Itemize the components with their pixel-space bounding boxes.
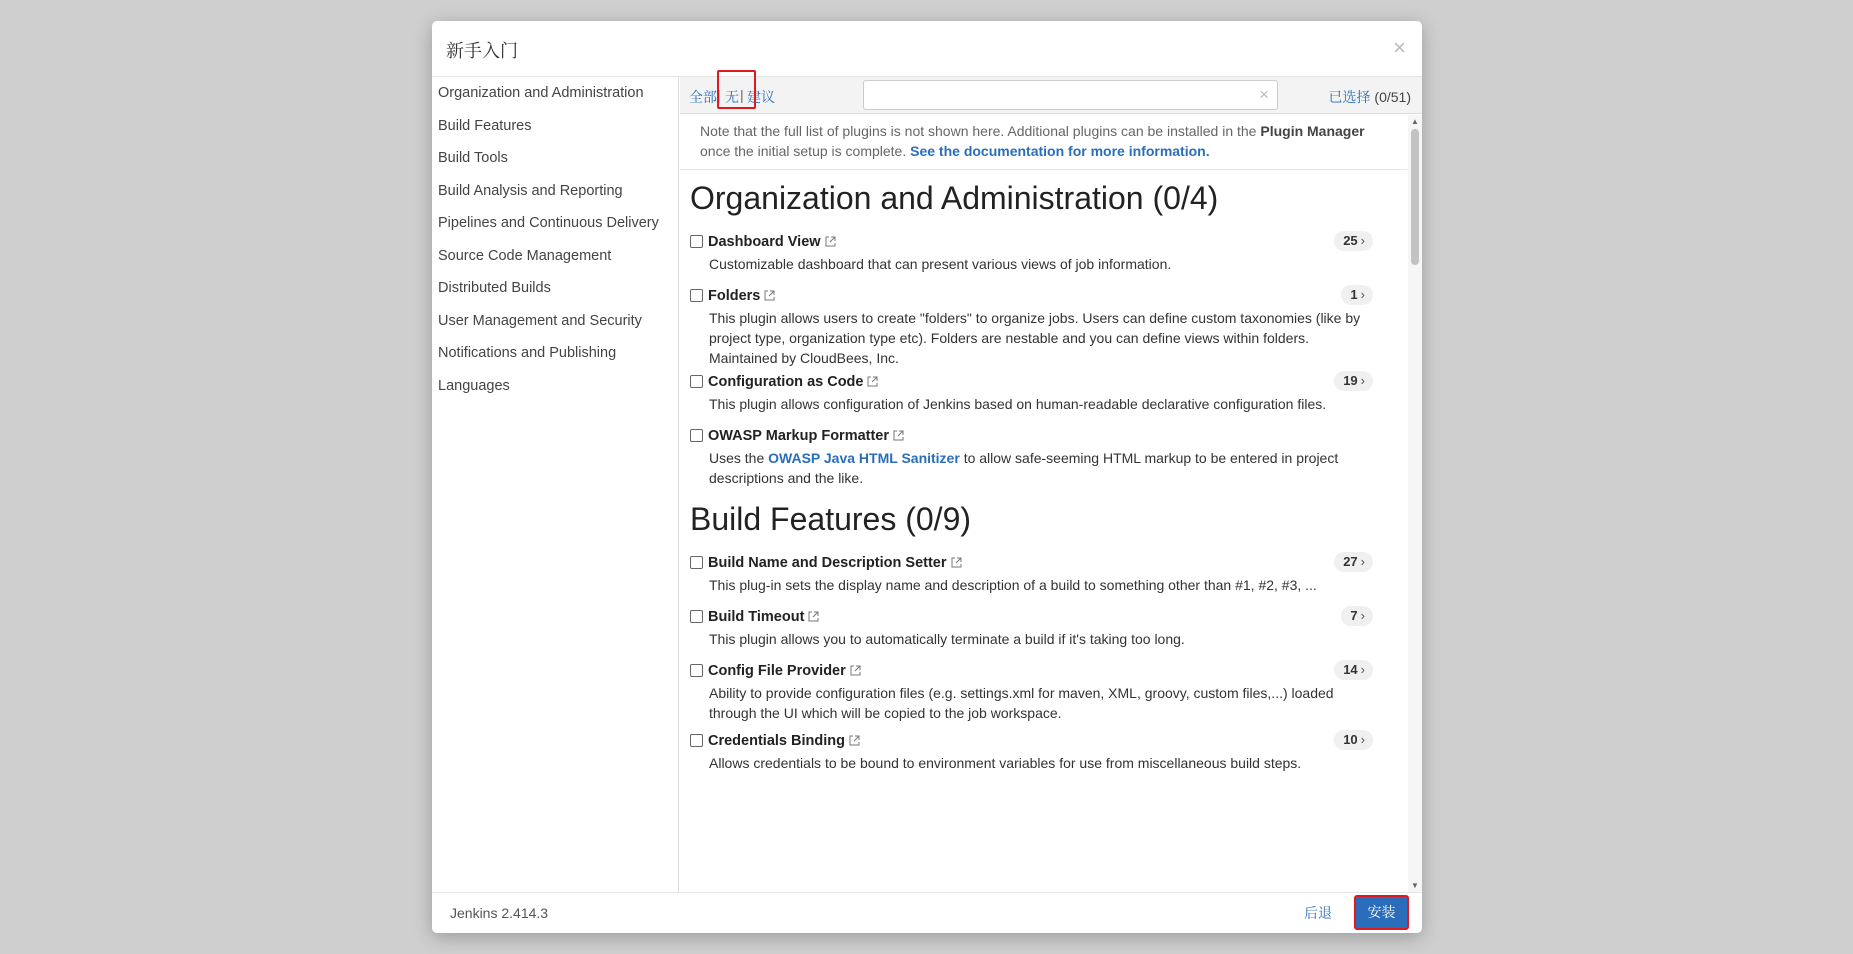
plugin-name[interactable]: Build Timeout [708,609,805,625]
chevron-right-icon: › [1360,608,1365,623]
group-title-organization-administration: Organization and Administration (0/4) [690,180,1219,216]
external-link-icon[interactable] [893,425,904,449]
dependency-count-badge[interactable] [1334,552,1373,572]
plugin-toolbar [680,77,1422,114]
toolbar-separator: | [740,87,744,103]
sidebar-item-build-tools[interactable]: Build Tools [438,150,508,166]
plugin-checkbox[interactable] [690,289,703,302]
plugin-panel [680,77,1422,892]
plugin-name[interactable]: OWASP Markup Formatter [708,428,890,444]
external-link-icon[interactable] [764,285,775,309]
plugin-checkbox[interactable] [690,734,703,747]
plugin-checkbox[interactable] [690,610,703,623]
plugin-item-owasp-markup-formatter [680,424,1407,491]
plugin-item-folders [680,284,1407,370]
sidebar-item-organization-administration[interactable]: Organization and Administration [438,85,644,101]
selected-label-link[interactable]: 已选择 [1328,89,1371,105]
sidebar-item-build-features[interactable]: Build Features [438,117,532,134]
plugin-search-input[interactable] [864,81,1244,109]
dependency-count-badge[interactable] [1334,730,1373,750]
plugin-name[interactable]: Build Name and Description Setter [708,555,947,571]
plugin-description: Customizable dashboard that can present various views of job information. [709,256,1172,272]
clear-search-icon[interactable]: × [1259,85,1269,104]
dependency-count: 27 [1343,554,1358,569]
select-none-link[interactable]: 无 [725,89,739,105]
description-text: Uses the [709,450,765,466]
close-icon[interactable]: × [1393,35,1406,60]
sidebar-item-user-management-security[interactable]: User Management and Security [438,312,642,329]
owasp-sanitizer-link[interactable]: OWASP Java HTML Sanitizer [768,450,960,466]
scrollbar-thumb[interactable] [1411,129,1419,265]
chevron-right-icon: › [1360,287,1365,302]
plugin-checkbox[interactable] [690,664,703,677]
plugin-item-config-file-provider [680,659,1407,729]
category-sidebar [432,77,679,892]
sidebar-item-source-code-management[interactable]: Source Code Management [438,247,612,264]
sidebar-item-notifications-publishing[interactable]: Notifications and Publishing [438,345,617,361]
plugin-description: This plugin allows configuration of Jenkins based on human-readable declarative configuration files. [709,396,1327,412]
dependency-count-badge[interactable] [1334,660,1373,680]
dependency-count: 7 [1350,608,1358,623]
external-link-icon[interactable] [951,552,962,576]
scroll-up-arrow-icon[interactable]: ▲ [1411,117,1419,126]
dependency-count-badge[interactable] [1334,231,1373,251]
dependency-count: 1 [1350,287,1358,302]
dialog-header [432,21,1422,77]
plugin-item-credentials-binding [680,729,1407,783]
plugin-item-build-timeout [680,605,1407,659]
plugin-description: Ability to provide configuration files (e.g. settings.xml for maven, XML, groovy, custom files,...) loaded through the UI which will be copied to the job workspace. [709,685,1334,721]
select-suggested-link[interactable]: 建议 [747,89,775,105]
plugin-description: This plugin allows users to create "folders" to organize jobs. Users can define custom taxonomies (like by project type, organization type etc). Folders are nestable and you can define views within folders. Maintained by CloudBees, Inc. [709,310,1361,366]
plugin-name[interactable]: Folders [708,288,761,304]
dependency-count-badge[interactable] [1334,371,1373,391]
scroll-down-arrow-icon[interactable]: ▼ [1411,881,1419,890]
plugin-description: This plug-in sets the display name and description of a build to something other than #1, #2, #3, ... [709,577,1317,593]
dependency-count: 14 [1343,662,1358,677]
dependency-count-badge[interactable] [1341,606,1373,626]
chevron-right-icon: › [1360,662,1365,677]
external-link-icon[interactable] [850,660,861,684]
plugin-list [680,115,1407,892]
plugin-item-dashboard-view [680,230,1407,284]
toolbar-separator: | [717,87,721,103]
selected-count-value: (0/51) [1374,89,1411,105]
dependency-count-badge[interactable] [1341,285,1373,305]
plugin-name[interactable]: Configuration as Code [708,374,864,390]
sidebar-item-languages[interactable]: Languages [438,377,510,394]
plugin-checkbox[interactable] [690,235,703,248]
plugin-name[interactable]: Config File Provider [708,663,846,679]
plugin-description: This plugin allows you to automatically terminate a build if it's taking too long. [709,631,1185,647]
dependency-count: 19 [1343,373,1358,388]
chevron-right-icon: › [1360,233,1365,248]
back-button[interactable]: 后退 [1304,905,1332,921]
plugin-checkbox[interactable] [690,429,703,442]
plugin-manager-note [680,115,1407,170]
plugin-name[interactable]: Credentials Binding [708,733,845,749]
dependency-count: 25 [1343,233,1358,248]
dependency-count: 10 [1343,732,1358,747]
plugin-manager-label: Plugin Manager [1260,123,1365,139]
plugin-checkbox[interactable] [690,375,703,388]
external-link-icon[interactable] [849,730,860,754]
sidebar-item-pipelines-continuous-delivery[interactable]: Pipelines and Continuous Delivery [438,215,659,231]
plugin-description [690,448,1373,488]
plugin-name[interactable]: Dashboard View [708,234,821,250]
install-button[interactable]: 安装 [1354,895,1409,930]
select-all-link[interactable]: 全部 [689,89,717,105]
plugin-checkbox[interactable] [690,556,703,569]
chevron-right-icon: › [1360,554,1365,569]
sidebar-item-build-analysis-reporting[interactable]: Build Analysis and Reporting [438,182,623,199]
external-link-icon[interactable] [867,371,878,395]
group-title-build-features: Build Features (0/9) [690,501,972,537]
plugin-item-build-name-setter [680,551,1407,605]
plugin-search-box [863,80,1278,110]
dialog-title: 新手入门 [446,41,518,61]
plugin-list-scrollbar[interactable] [1408,115,1422,892]
description-text: to allow safe-seeming HTML markup to be entered in project descriptions and the like. [709,450,1339,486]
selected-count [1329,87,1411,107]
note-text: once the initial setup is complete. [700,143,907,159]
chevron-right-icon: › [1360,373,1365,388]
chevron-right-icon: › [1360,732,1365,747]
jenkins-version: Jenkins 2.414.3 [450,905,549,921]
note-text: Note that the full list of plugins is not shown here. Additional plugins can be installed in the [700,123,1257,139]
dialog-footer [432,892,1422,933]
external-link-icon[interactable] [825,231,836,255]
sidebar-item-distributed-builds[interactable]: Distributed Builds [438,280,551,296]
external-link-icon[interactable] [808,606,819,630]
plugin-item-configuration-as-code [680,370,1407,424]
documentation-link[interactable]: See the documentation for more information. [910,143,1210,159]
plugin-description: Allows credentials to be bound to environment variables for use from miscellaneous build steps. [709,755,1302,771]
setup-wizard-dialog [432,21,1422,933]
